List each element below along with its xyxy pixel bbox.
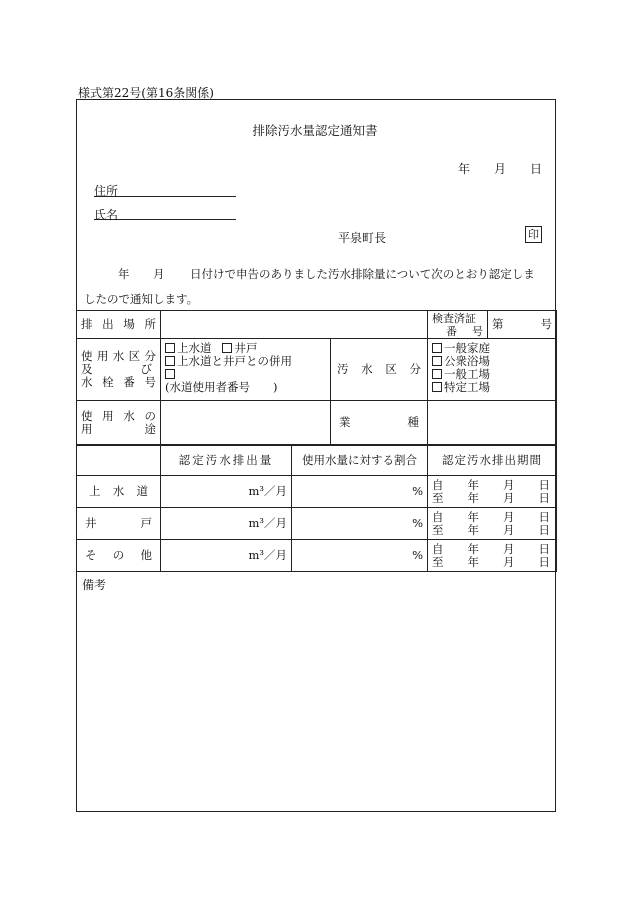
- mayor-title: 平泉町長: [338, 231, 387, 245]
- sewage-class-options: 一般家庭 公衆浴場 一般工場 特定工場: [428, 339, 557, 401]
- industry-label: 業 種: [331, 401, 428, 445]
- table-row: [77, 476, 557, 508]
- date-year: 年: [458, 162, 471, 176]
- checkbox-household[interactable]: [432, 343, 442, 353]
- period-other[interactable]: 自 年 月 日 至 年 月 日: [428, 540, 557, 572]
- header-period: 認定汚水排出期間: [428, 446, 557, 476]
- seal-mark: 印: [525, 226, 542, 243]
- amount-water-supply[interactable]: m³／月: [161, 476, 292, 508]
- address-label: 住所: [94, 184, 119, 198]
- table-row: [77, 540, 557, 572]
- body-text-line2: したので通知します。: [84, 292, 199, 306]
- discharge-place-label: 排 出 場 所: [77, 311, 161, 339]
- row-label-water-supply: 上 水 道: [77, 476, 161, 508]
- body-year: 年: [118, 267, 130, 281]
- form-number-label: 様式第22号(第16条関係): [78, 86, 214, 100]
- period-well[interactable]: 自 年 月 日 至 年 月 日: [428, 508, 557, 540]
- industry-field[interactable]: [428, 401, 557, 445]
- discharge-place-field[interactable]: [161, 311, 428, 339]
- ratio-other[interactable]: %: [292, 540, 428, 572]
- table-row: [77, 508, 557, 540]
- header-certified-amount: 認定汚水排出量: [161, 446, 292, 476]
- inspection-cert-number[interactable]: 第 号: [488, 311, 557, 339]
- purpose-label: 使 用 水 の 用 途: [77, 401, 161, 445]
- amount-other[interactable]: m³／月: [161, 540, 292, 572]
- header-ratio: 使用水量に対する割合: [292, 446, 428, 476]
- body-month: 月: [153, 267, 165, 281]
- certified-discharge-table: [76, 445, 557, 572]
- checkbox-public-bath[interactable]: [432, 356, 442, 366]
- name-label: 氏名: [94, 208, 119, 222]
- checkbox-factory[interactable]: [432, 369, 442, 379]
- ratio-well[interactable]: %: [292, 508, 428, 540]
- application-info-table: [76, 310, 557, 445]
- amount-well[interactable]: m³／月: [161, 508, 292, 540]
- date-day: 日: [530, 162, 543, 176]
- water-class-label: 使 用 水 区 分 及 び 水 栓 番 号: [77, 339, 161, 401]
- notes-label: 備考: [82, 578, 107, 592]
- row-label-other: そ の 他: [77, 540, 161, 572]
- checkbox-other[interactable]: [165, 369, 175, 379]
- checkbox-combined[interactable]: [165, 356, 175, 366]
- purpose-field[interactable]: [161, 401, 331, 445]
- document-title: 排除汚水量認定通知書: [252, 123, 378, 138]
- inspection-cert-label: 検査済証 番 号: [428, 311, 488, 339]
- sewage-class-label: 汚 水 区 分: [331, 339, 428, 401]
- water-class-options: 上水道 井戸 上水道と井戸との併用 (水道使用者番号 ): [161, 339, 331, 401]
- checkbox-well[interactable]: [222, 343, 232, 353]
- ratio-water-supply[interactable]: %: [292, 476, 428, 508]
- notes-field[interactable]: [80, 592, 550, 806]
- body-text-line1: 日付けで申告のありました汚水排除量について次のとおり認定しま: [190, 267, 535, 281]
- checkbox-special-factory[interactable]: [432, 382, 442, 392]
- address-underline[interactable]: [94, 195, 236, 197]
- date-month: 月: [494, 162, 507, 176]
- row-label-well: 井 戸: [77, 508, 161, 540]
- name-underline[interactable]: [94, 218, 236, 220]
- header-blank: [77, 446, 161, 476]
- water-user-number: (水道使用者番号 ): [165, 380, 278, 394]
- checkbox-water-supply[interactable]: [165, 343, 175, 353]
- period-water-supply[interactable]: 自 年 月 日 至 年 月 日: [428, 476, 557, 508]
